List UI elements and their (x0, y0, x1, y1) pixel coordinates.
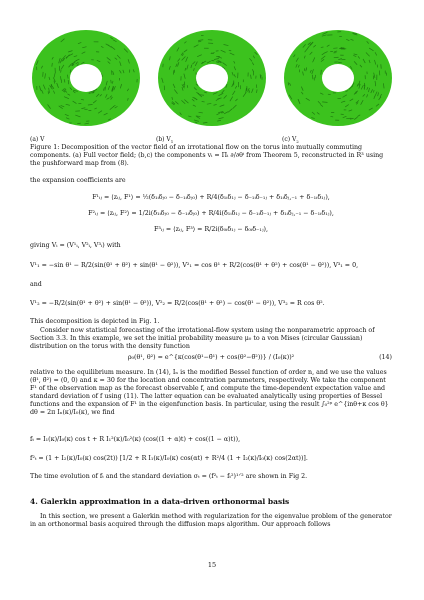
torus-hole (70, 64, 102, 92)
page-number: 15 (207, 561, 217, 569)
and-text: and (30, 281, 42, 288)
equation-F3: F̂³ᵢⱼ = ⟨zᵢⱼ, F³⟩ = R/2i(δ₀ᵢδ₁ⱼ − δ₀ᵢδ₋₁ⱼ), (154, 226, 268, 233)
figure-panel-b (154, 18, 272, 145)
equation-ft: fₜ = I₁(κ)/I₀(κ) cos t + R I₁²(κ)/I₀²(κ) (cos((1 + α)t) + cos((1 − α)t)), (30, 436, 241, 443)
equation-number: (14) (379, 354, 392, 361)
vector-arrow (112, 81, 113, 84)
panel-label-a: (a) V (30, 136, 45, 143)
equation-V2: V¹₂ = −R/2(sin(θ¹ + θ²) + sin(θ¹ − θ²)), V²₂ = R/2(cos(θ¹ + θ²) − cos(θ¹ − θ²)), V³₂ = R cos θ². (30, 300, 325, 307)
figure-1 (28, 18, 398, 145)
torus-hole (196, 64, 228, 92)
paragraph-consider: Consider now statistical forecasting of the irrotational-flow system using the nonparametric approach of Section 3.3. In this example, we set the initial probability measure μ₀ to a von Mises (circular Gaussian) distribution on the torus with the density function (30, 327, 375, 350)
depicted-text: This decomposition is depicted in Fig. 1. (30, 318, 160, 325)
equation-F1: F̂¹ᵢⱼ = ⟨zᵢⱼ, F¹⟩ = ½(δ₁ᵢδⱼ₀ − δ₋₁ᵢδⱼ₀) + R/4(δ₁ᵢδ₁ⱼ − δ₋₁ᵢδ₋₁ⱼ + δ₁ᵢδⱼ,₋₁ + δ₋₁ᵢδ₁ⱼ), (92, 194, 330, 201)
section-heading: 4. Galerkin approximation in a data-driven orthonormal basis (30, 497, 290, 506)
panel-label-c: (c) $V_2$ (282, 136, 299, 145)
figure-caption: Figure 1: Decomposition of the vector field of an irrotational flow on the torus into mutually commuting components. (a) Full vector field; (b,c) the components vᵢ = Πᵢ ∂/∂θⁱ from Theorem 5, reconstructed in R³ using the pushforward map from (8). (30, 144, 384, 167)
figure-panel-c (280, 18, 398, 145)
equation-f2: f²ₜ = (1 + I₂(κ)/I₀(κ) cos(2t)) [1/2 + R I₁(κ)/I₀(κ) cos(αt) + R²/4 (1 + I₂(κ)/I₀(κ) cos(2αt))]. (30, 455, 308, 462)
torus-hole (322, 64, 354, 92)
expansion-intro: the expansion coefficients are (30, 177, 126, 184)
paragraph-section: In this section, we present a Galerkin method with regularization for the eigenvalue problem of the generator in an orthonormal basis acquired through the diffusion maps algorithm. Our approach follows (30, 513, 392, 528)
figure-panel-a (28, 18, 146, 143)
panel-label-b: (b) $V_1$ (156, 136, 174, 145)
equation-rho: ρ₀(θ¹, θ²) = e^{κ(cos(θ¹−θ̄¹) + cos(θ²−θ̄²))} / (I₀(κ))² (127, 354, 295, 361)
torus-image-b (154, 26, 270, 130)
equation-V1: V¹₁ = −sin θ¹ − R/2(sin(θ¹ + θ²) + sin(θ¹ − θ²)), V²₁ = cos θ¹ + R/2(cos(θ¹ + θ²) + cos(θ¹ − θ²)), V³₁ = 0, (30, 262, 359, 269)
paragraph-relative: relative to the equilibrium measure. In (14), Iₙ is the modified Bessel function of order n, and we use the values (θ̄¹, θ̄²) = (0, 0) and κ = 30 for the location and concentration parameters, respectively. We take the component F¹ of the observation map as the forecast observable f, and compute the time-dependent expectation value and standard deviation of f using (11). The latter equation can be evaluated analytically using properties of Bessel functions and the expansion of F¹ in the eigenfunction basis. In particular, using the result ∫₀²ᵖ e^{inθ+κ cos θ} dθ = 2π Iₙ(κ)/I₀(κ), we find (30, 369, 389, 416)
torus-image-a (28, 26, 144, 130)
equation-F2: F̂²ᵢⱼ = ⟨zᵢⱼ, F²⟩ = 1/2i(δ₁ᵢδⱼ₀ − δ₋₁ᵢδⱼ₀) + R/4i(δ₁ᵢδ₁ⱼ − δ₋₁ᵢδ₋₁ⱼ + δ₁ᵢδⱼ,₋₁ − δ₋₁ᵢδ₁ⱼ), (88, 210, 334, 217)
time-evolution-text: The time evolution of fₜ and the standard deviation σₜ = (f²ₜ − fₜ²)¹ᐟ² are shown in Fig 2. (30, 473, 308, 480)
torus-image-c (280, 26, 396, 130)
giving-text: giving Vᵢ = (V¹ᵢ, V²ᵢ, V³ᵢ) with (30, 242, 121, 249)
